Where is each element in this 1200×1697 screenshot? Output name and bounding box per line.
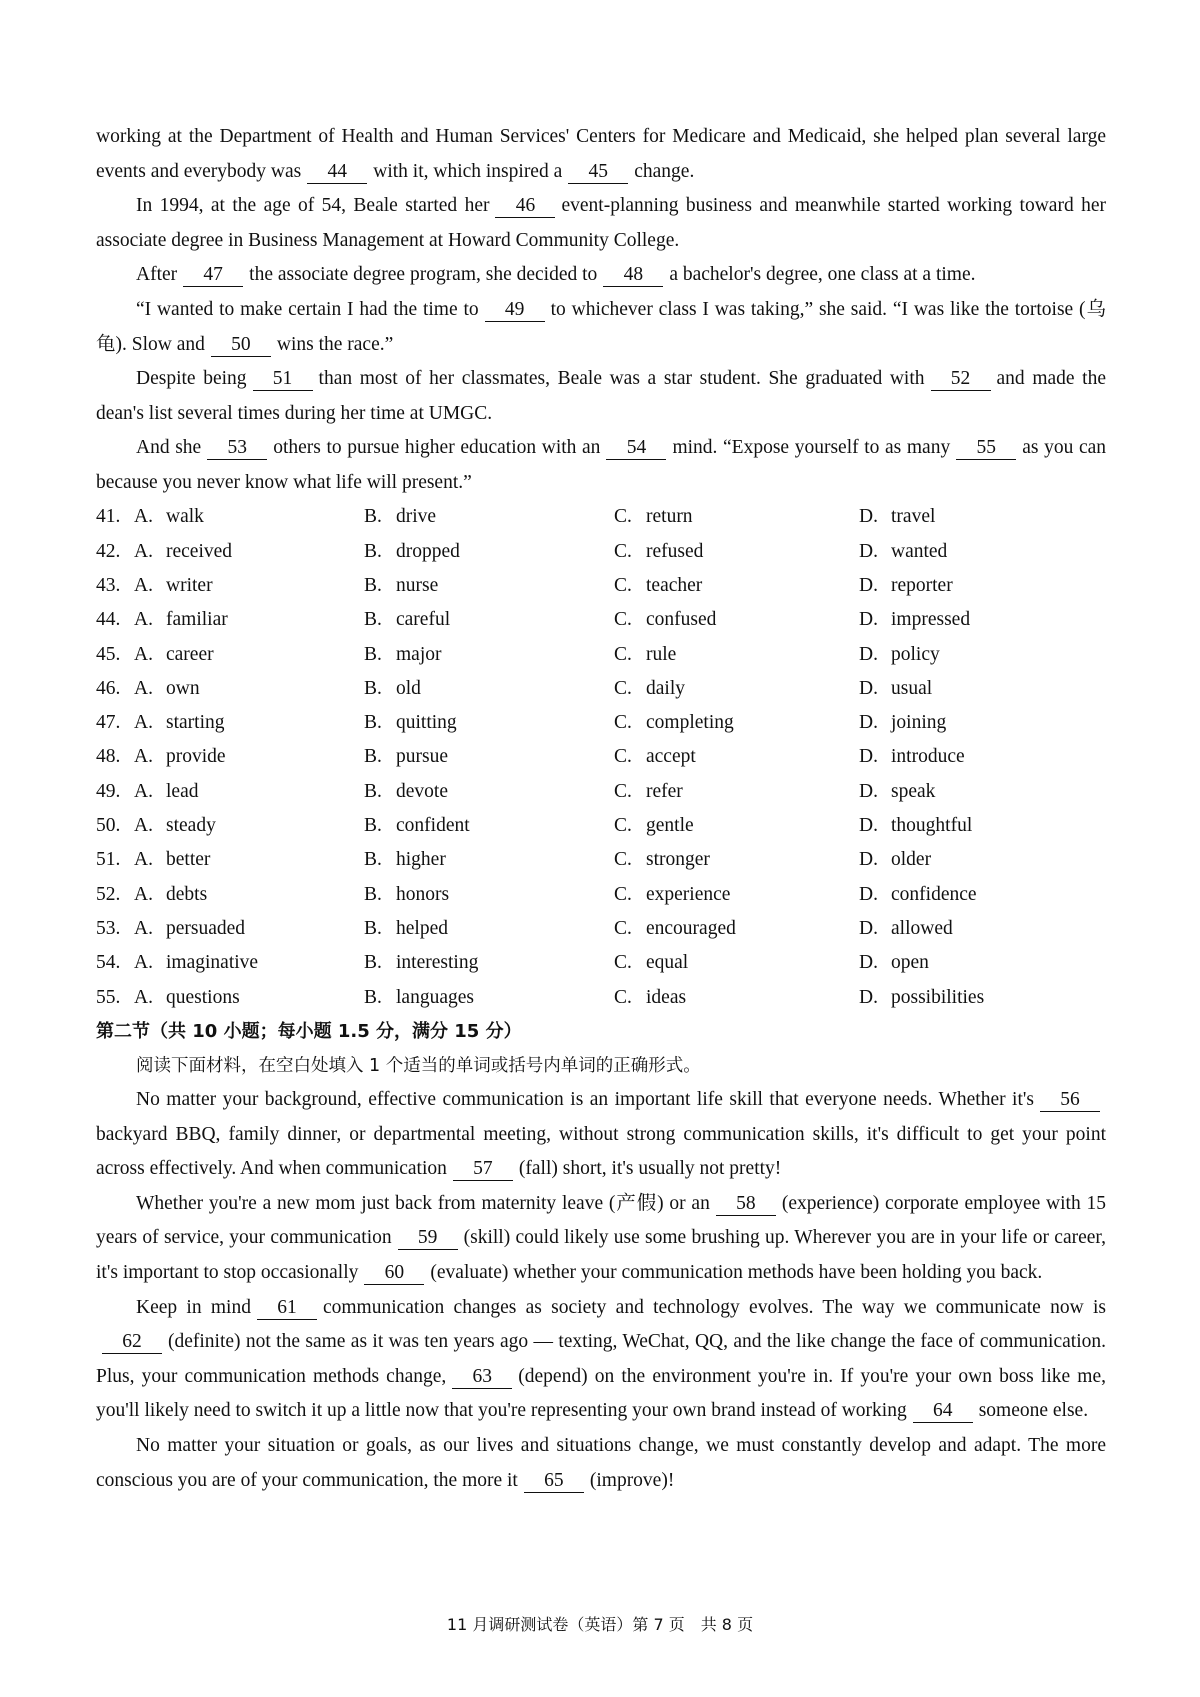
option-letter: A. [134,609,153,631]
option-c [614,569,859,604]
option-a [134,706,364,741]
blank-46: 46 [495,195,555,218]
question-number: 49. [96,780,121,802]
option-a [134,946,364,981]
question-number: 55. [96,986,121,1008]
option-b [364,843,614,878]
option-letter: C. [614,506,632,528]
option-letter: B. [364,506,382,528]
option-a [134,740,364,775]
blank-45: 45 [568,161,628,184]
text: backyard BBQ, family dinner, or departmental meeting, without strong communication skills, it's difficult to get your point across effectively. And when communication [96,1123,1106,1180]
option-letter: A. [134,540,153,562]
option-text: imaginative [166,952,259,974]
text: (evaluate) whether your communication methods have been holding you back. [430,1261,1043,1283]
option-letter: A. [134,917,153,939]
option-text: impressed [891,609,971,631]
option-letter: C. [614,677,632,699]
blank-55: 55 [956,437,1016,460]
text: wins the race.” [276,333,394,355]
option-text: possibilities [891,986,985,1008]
option-a [134,981,364,1016]
option-letter: A. [134,712,153,734]
text: a bachelor's degree, one class at a time. [669,264,976,286]
blank-50: 50 [211,334,271,357]
option-d [859,500,1059,535]
blank-59: 59 [398,1227,458,1250]
text: After [136,264,178,286]
option-a [134,672,364,707]
option-letter: B. [364,883,382,905]
option-letter: D. [859,986,878,1008]
option-row [96,535,1106,569]
text: communication changes as society and technology evolves. The way we communicate now is [322,1296,1106,1318]
passage1-paragraph-2 [96,189,1106,258]
option-b [364,809,614,844]
option-text: walk [166,506,204,528]
option-c [614,809,859,844]
text: event-planning business and meanwhile started working toward her associate degree in Business Management at Howard Community College. [96,195,1106,251]
option-text: own [166,677,200,699]
blank-52: 52 [931,368,991,391]
option-text: older [891,849,932,871]
option-text: wanted [891,540,948,562]
option-a [134,535,364,570]
option-text: ideas [646,986,687,1008]
text: (experience) corporate employee with 15 years of service, your communication [96,1192,1107,1249]
option-text: joining [891,712,947,734]
option-d [859,672,1059,707]
text: the associate degree program, she decided to [249,264,598,286]
option-d [859,843,1059,878]
option-text: career [166,643,214,665]
blank-62: 62 [102,1331,162,1354]
option-letter: D. [859,815,878,837]
text: change. [634,160,695,182]
option-letter: C. [614,986,632,1008]
option-text: stronger [646,849,710,871]
text: (depend) on the environment you're in. If you're your own boss like me, you'll likely need to switch it up a little now that you're representing your own brand instead of working [96,1365,1106,1422]
option-d [859,809,1059,844]
option-letter: C. [614,574,632,596]
option-d [859,878,1059,913]
option-letter: B. [364,609,382,631]
text: In 1994, at the age of 54, Beale started her [136,195,490,217]
option-text: usual [891,677,933,699]
passage1-paragraph-4 [96,293,1106,362]
option-text: refused [646,540,704,562]
option-b [364,672,614,707]
option-letter: D. [859,883,878,905]
option-letter: D. [859,677,878,699]
option-d [859,740,1059,775]
option-row [96,878,1106,912]
option-text: major [396,643,442,665]
option-b [364,638,614,673]
option-row [96,946,1106,980]
option-letter: D. [859,506,878,528]
blank-44: 44 [307,161,367,184]
passage1-paragraph-6 [96,431,1106,500]
text: Despite being [136,368,247,390]
option-letter: C. [614,609,632,631]
option-text: dropped [396,540,460,562]
option-letter: B. [364,540,382,562]
text: (skill) could likely use some brushing up. Wherever you are in your life or career, it's important to stop occasionally [96,1227,1106,1283]
option-text: policy [891,643,940,665]
option-text: provide [166,746,226,768]
question-number: 42. [96,540,121,562]
option-text: speak [891,780,936,802]
text: working at the Department of Health and Human Services' Centers for Medicare and Medicaid, she helped plan several large events and everybody was [96,126,1106,182]
text: others to pursue higher education with an [273,437,601,459]
option-text: equal [646,952,689,974]
text: as you can because you never know what life will present.” [96,437,1107,493]
question-number: 43. [96,574,121,596]
option-text: received [166,540,233,562]
option-text: higher [396,849,446,871]
blank-61: 61 [257,1297,317,1320]
option-text: honors [396,883,450,905]
option-letter: D. [859,540,878,562]
option-c [614,775,859,810]
text: No matter your background, effective communication is an important life skill that everyone needs. Whether it's [136,1088,1034,1110]
option-text: starting [166,712,225,734]
option-row [96,603,1106,637]
option-d [859,981,1059,1016]
option-c [614,603,859,638]
option-text: return [646,506,693,528]
blank-60: 60 [364,1262,424,1285]
question-number: 41. [96,506,121,528]
option-letter: A. [134,643,153,665]
blank-65: 65 [524,1470,584,1493]
option-d [859,775,1059,810]
option-letter: D. [859,746,878,768]
passage2-paragraph-1 [96,1083,1106,1187]
question-number: 46. [96,677,121,699]
option-a [134,809,364,844]
option-letter: C. [614,780,632,802]
page-content [96,120,1106,1498]
option-row [96,672,1106,706]
question-number: 52. [96,883,121,905]
text: with it, which inspired a [373,160,563,182]
question-number: 54. [96,952,121,974]
option-row [96,638,1106,672]
passage1-paragraph-1 [96,120,1106,189]
blank-56: 56 [1040,1089,1100,1112]
page-footer: 11 月调研测试卷（英语）第 7 页 共 8 页 [446,1615,754,1634]
option-b [364,603,614,638]
option-d [859,535,1059,570]
passage1-paragraph-5 [96,362,1106,431]
text: someone else. [978,1400,1089,1422]
option-c [614,638,859,673]
option-letter: A. [134,677,153,699]
question-number: 44. [96,609,121,631]
option-row [96,741,1106,775]
blank-63: 63 [452,1366,512,1389]
option-letter: B. [364,746,382,768]
option-row [96,981,1106,1015]
option-text: debts [166,883,208,905]
option-letter: A. [134,849,153,871]
text: than most of her classmates, Beale was a star student. She graduated with [318,368,925,390]
option-text: familiar [166,609,228,631]
option-text: rule [646,643,677,665]
option-letter: D. [859,952,878,974]
option-c [614,500,859,535]
option-row [96,501,1106,535]
option-text: lead [166,780,199,802]
option-c [614,878,859,913]
option-text: pursue [396,746,448,768]
option-a [134,878,364,913]
option-d [859,569,1059,604]
option-letter: B. [364,643,382,665]
option-c [614,706,859,741]
option-a [134,775,364,810]
option-b [364,946,614,981]
blank-53: 53 [207,437,267,460]
option-letter: D. [859,609,878,631]
option-letter: B. [364,574,382,596]
option-c [614,843,859,878]
option-letter: C. [614,540,632,562]
option-letter: C. [614,917,632,939]
option-letter: B. [364,952,382,974]
option-c [614,981,859,1016]
blank-49: 49 [485,299,545,322]
option-text: careful [396,609,451,631]
option-letter: C. [614,643,632,665]
option-b [364,981,614,1016]
option-d [859,946,1059,981]
option-text: better [166,849,211,871]
option-c [614,946,859,981]
option-letter: C. [614,952,632,974]
passage1-paragraph-3 [96,258,1106,293]
option-b [364,775,614,810]
option-text: allowed [891,917,953,939]
option-c [614,535,859,570]
option-letter: B. [364,986,382,1008]
option-letter: B. [364,780,382,802]
option-text: questions [166,986,240,1008]
text: No matter your situation or goals, as our lives and situations change, we must constantly develop and adapt. The more conscious you are of your communication, the more it [96,1434,1106,1491]
option-letter: B. [364,677,382,699]
option-text: devote [396,780,448,802]
blank-54: 54 [606,437,666,460]
text: (definite) not the same as it was ten years ago — texting, WeChat, QQ, and the like change the face of communication. Plus, your communication methods change, [96,1331,1106,1387]
option-row [96,844,1106,878]
option-letter: A. [134,506,153,528]
option-a [134,843,364,878]
option-text: persuaded [166,917,246,939]
option-letter: D. [859,712,878,734]
option-letter: B. [364,815,382,837]
option-b [364,706,614,741]
question-number: 53. [96,917,121,939]
text: And she [136,437,202,459]
option-b [364,569,614,604]
text: (fall) short, it's usually not pretty! [518,1158,782,1180]
option-letter: A. [134,780,153,802]
option-letter: A. [134,883,153,905]
option-text: accept [646,746,696,768]
option-letter: D. [859,849,878,871]
text: (improve)! [589,1469,675,1491]
option-text: encouraged [646,917,736,939]
option-letter: A. [134,952,153,974]
option-text: daily [646,677,685,699]
text: to whichever class I was taking,” she said. “I was like the tortoise (乌龟). Slow and [96,298,1106,355]
section2-title: 第二节（共 10 小题；每小题 1.5 分，满分 15 分） [96,1020,522,1042]
option-text: drive [396,506,437,528]
option-letter: A. [134,815,153,837]
option-row [96,912,1106,946]
option-text: old [396,677,421,699]
option-text: introduce [891,746,965,768]
option-text: completing [646,712,734,734]
option-text: interesting [396,952,479,974]
text: “I wanted to make certain I had the time to [136,298,479,320]
option-text: teacher [646,574,703,596]
option-letter: B. [364,712,382,734]
blank-64: 64 [913,1400,973,1423]
option-letter: C. [614,712,632,734]
question-number: 50. [96,815,121,837]
section2-instruction: 阅读下面材料，在空白处填入 1 个适当的单词或括号内单词的正确形式。 [136,1055,701,1076]
question-number: 47. [96,712,121,734]
option-letter: A. [134,746,153,768]
option-letter: B. [364,917,382,939]
option-letter: D. [859,574,878,596]
option-b [364,912,614,947]
option-d [859,912,1059,947]
option-b [364,500,614,535]
option-d [859,603,1059,638]
option-text: steady [166,815,216,837]
option-row [96,809,1106,843]
option-c [614,672,859,707]
passage2-paragraph-2 [96,1187,1106,1291]
option-text: confident [396,815,470,837]
option-text: languages [396,986,474,1008]
option-row [96,706,1106,740]
option-text: travel [891,506,936,528]
question-number: 45. [96,643,121,665]
option-a [134,912,364,947]
option-b [364,535,614,570]
option-row [96,569,1106,603]
passage2-paragraph-4 [96,1429,1106,1498]
option-letter: C. [614,883,632,905]
option-text: refer [646,780,683,802]
option-text: confused [646,609,717,631]
option-row [96,775,1106,809]
option-letter: D. [859,643,878,665]
options-list [96,501,1106,1015]
option-d [859,638,1059,673]
option-c [614,912,859,947]
blank-48: 48 [603,264,663,287]
option-a [134,638,364,673]
text: and made the dean's list several times during her time at UMGC. [96,368,1106,424]
text: Keep in mind [136,1296,251,1318]
text: mind. “Expose yourself to as many [672,437,951,459]
option-letter: C. [614,815,632,837]
option-letter: B. [364,849,382,871]
blank-58: 58 [716,1193,776,1216]
option-text: helped [396,917,448,939]
option-text: nurse [396,574,439,596]
option-c [614,740,859,775]
option-b [364,740,614,775]
question-number: 48. [96,746,121,768]
option-text: thoughtful [891,815,973,837]
option-text: reporter [891,574,953,596]
blank-57: 57 [453,1158,513,1181]
option-a [134,500,364,535]
option-text: gentle [646,815,694,837]
option-text: open [891,952,929,974]
question-number: 51. [96,849,121,871]
option-letter: A. [134,986,153,1008]
option-text: experience [646,883,731,905]
option-text: quitting [396,712,457,734]
option-d [859,706,1059,741]
option-text: confidence [891,883,977,905]
option-letter: C. [614,849,632,871]
text: Whether you're a new mom just back from maternity leave (产假) or an [136,1192,710,1214]
passage2-paragraph-3 [96,1291,1106,1429]
option-letter: A. [134,574,153,596]
option-letter: D. [859,917,878,939]
option-a [134,569,364,604]
blank-51: 51 [253,368,313,391]
option-b [364,878,614,913]
option-text: writer [166,574,213,596]
option-a [134,603,364,638]
option-letter: C. [614,746,632,768]
blank-47: 47 [183,264,243,287]
option-letter: D. [859,780,878,802]
